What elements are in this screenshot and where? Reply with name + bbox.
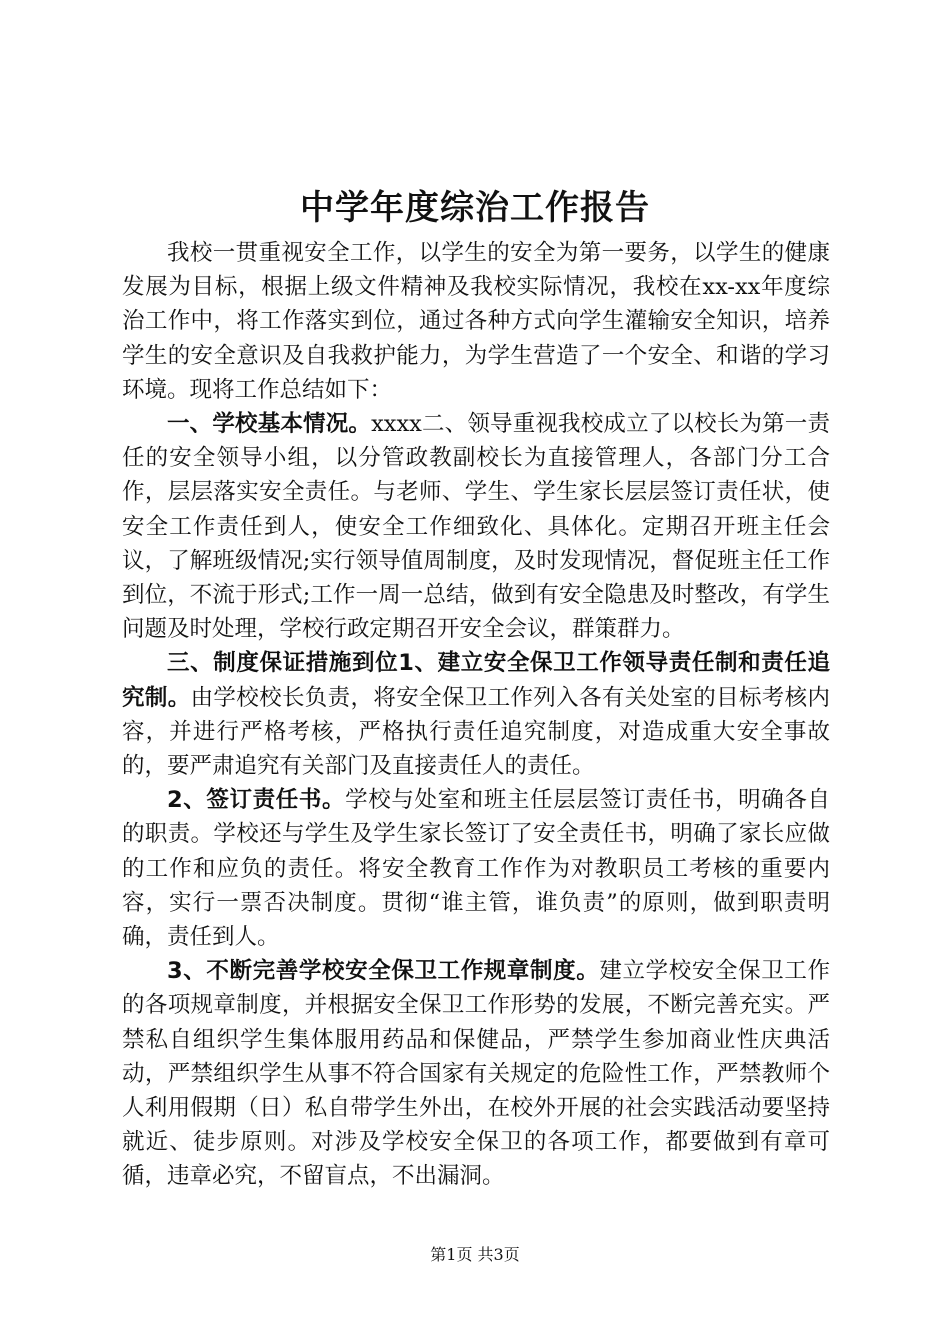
- paragraph-responsibility-letter: [122, 783, 830, 954]
- paragraph-text: 建立学校安全保卫工作的各项规章制度，并根据安全保卫工作形势的发展，不断完善充实。严禁私自组织学生集体服用药品和保健品，严禁学生参加商业性庆典活动，严禁组织学生从事不符合国家有关规定的危险性工作，严禁教师个人利用假期（日）私自带学生外出，在校外开展的社会实践活动要坚持就近、徒步原则。对涉及学校安全保卫的各项工作，都要做到有章可循，违章必究，不留盲点，不出漏洞。: [122, 958, 830, 1190]
- paragraph-rules-improvement: [122, 954, 830, 1193]
- paragraph-text: 学校与处室和班主任层层签订责任书，明确各自的职责。学校还与学生及学生家长签订了安全责任书，明确了家长应做的工作和应负的责任。将安全教育工作作为对教职员工考核的重要内容，实行一票否决制度。贯彻“谁主管，谁负责”的原则，做到职责明确，责任到人。: [122, 787, 830, 951]
- paragraph-heading: 一、学校基本情况。: [167, 411, 372, 438]
- paragraph-system-measures: [122, 646, 830, 783]
- paragraph-heading: 3、不断完善学校安全保卫工作规章制度。: [167, 958, 600, 985]
- paragraph-intro: [122, 236, 830, 407]
- paragraph-text: xxxx二、领导重视我校成立了以校长为第一责任的安全领导小组，以分管政教副校长为直接管理人，各部门分工合作，层层落实安全责任。与老师、学生、学生家长层层签订责任状，使安全工作责任到人，使安全工作细致化、具体化。定期召开班主任会议，了解班级情况;实行领导值周制度，及时发现情况，督促班主任工作到位，不流于形式;工作一周一总结，做到有安全隐患及时整改，有学生问题及时处理，学校行政定期召开安全会议，群策群力。: [122, 411, 830, 643]
- paragraph-basic-situation: [122, 407, 830, 646]
- document-body: [122, 236, 830, 1194]
- paragraph-heading: 三、制度保证措施到位1、建立安全保卫工作领导责任制和责任追究制。: [122, 650, 830, 711]
- page-footer: 第1页 共3页: [430, 1245, 520, 1264]
- paragraph-text: 由学校校长负责，将安全保卫工作列入各有关处室的目标考核内容，并进行严格考核，严格执行责任追究制度，对造成重大安全事故的，要严肃追究有关部门及直接责任人的责任。: [122, 684, 830, 780]
- paragraph-text: 我校一贯重视安全工作，以学生的安全为第一要务，以学生的健康发展为目标，根据上级文件精神及我校实际情况，我校在xx-xx年度综治工作中，将工作落实到位，通过各种方式向学生灌输安全知识，培养学生的安全意识及自我救护能力，为学生营造了一个安全、和谐的学习环境。现将工作总结如下：: [122, 240, 830, 403]
- page-title: 中学年度综治工作报告: [300, 188, 650, 228]
- paragraph-heading: 2、签订责任书。: [167, 787, 346, 814]
